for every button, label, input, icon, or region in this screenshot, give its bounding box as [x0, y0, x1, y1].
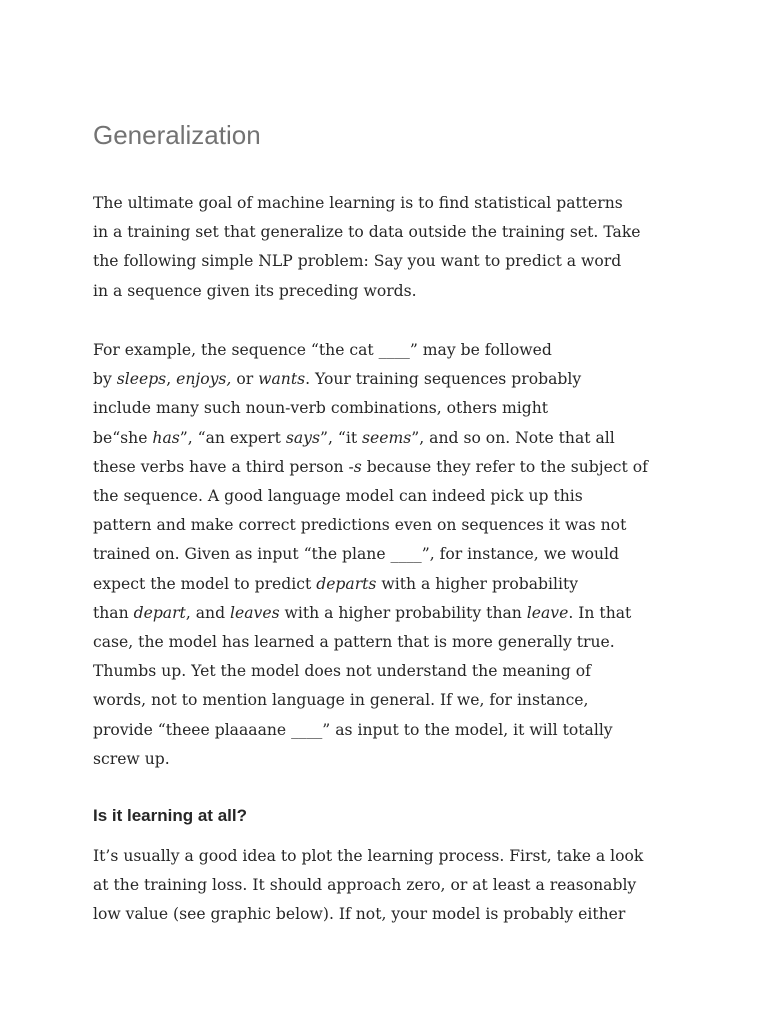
emphasis-enjoys: enjoys,	[176, 370, 232, 389]
paragraph-line: pattern and make correct predictions even on sequences it was not	[93, 516, 627, 535]
text-run: . In that	[568, 603, 632, 622]
paragraph-line: include many such noun-verb combinations, others might	[93, 399, 549, 418]
emphasis-wants: wants	[258, 370, 306, 389]
paragraph-line: words, not to mention language in general. If we, for instance,	[93, 691, 589, 710]
paragraph-line: Thumbs up. Yet the model does not understand the meaning of	[93, 662, 591, 681]
emphasis-leaves: leaves	[230, 603, 280, 622]
text-run: ”, and so on. Note that all	[411, 428, 615, 447]
emphasis-depart: depart	[133, 603, 186, 622]
paragraph-line	[93, 599, 648, 628]
text-run: by	[93, 370, 117, 389]
paragraph-intro	[93, 189, 641, 306]
emphasis-leave: leave	[526, 603, 569, 622]
paragraph-line: in a training set that generalize to data outside the training set. Take	[93, 223, 641, 242]
paragraph-line: The ultimate goal of machine learning is to find statistical patterns	[93, 194, 623, 212]
paragraph-line	[93, 365, 648, 394]
emphasis-departs: departs	[316, 574, 377, 593]
text-run: be“she	[93, 428, 153, 447]
article-title: Generalization	[93, 120, 261, 150]
paragraph-line: the sequence. A good language model can indeed pick up this	[93, 487, 583, 506]
paragraph-example	[93, 336, 648, 774]
paragraph-line: at the training loss. It should approach zero, or at least a reasonably	[93, 876, 637, 895]
emphasis-s: s	[353, 457, 362, 476]
paragraph-line: trained on. Given as input “the plane ____”, for instance, we would	[93, 545, 619, 564]
text-run: with a higher probability than	[279, 603, 527, 622]
text-run: than	[93, 603, 134, 622]
text-run: these verbs have a third person -	[93, 457, 354, 476]
text-run: . Your training sequences probably	[305, 370, 582, 389]
paragraph-line: case, the model has learned a pattern that is more generally true.	[93, 633, 615, 652]
section-subheading: Is it learning at all?	[93, 806, 247, 825]
paragraph-line: For example, the sequence “the cat ____” may be followed	[93, 341, 552, 359]
paragraph-line: the following simple NLP problem: Say you want to predict a word	[93, 252, 622, 271]
text-run: with a higher probability	[376, 574, 579, 593]
emphasis-seems: seems	[362, 428, 412, 447]
emphasis-has: has	[152, 428, 180, 447]
paragraph-line: in a sequence given its preceding words.	[93, 281, 417, 300]
text-run: ,	[166, 370, 177, 389]
paragraph-line	[93, 424, 648, 453]
emphasis-sleeps: sleeps	[116, 370, 167, 389]
text-run: , and	[185, 603, 231, 622]
text-run: ”, “an expert	[179, 428, 286, 447]
paragraph-line	[93, 570, 648, 599]
text-run: expect the model to predict	[93, 574, 317, 593]
text-run: because they refer to the subject of	[361, 457, 648, 476]
paragraph-line: It’s usually a good idea to plot the learning process. First, take a look	[93, 847, 644, 865]
text-run: or	[231, 370, 259, 389]
paragraph-learning	[93, 842, 643, 930]
paragraph-line: provide “theee plaaaane ____” as input to the model, it will totally	[93, 720, 613, 739]
paragraph-line: low value (see graphic below). If not, your model is probably either	[93, 905, 626, 924]
paragraph-line: screw up.	[93, 749, 170, 768]
emphasis-says: says	[285, 428, 320, 447]
paragraph-line	[93, 453, 648, 482]
text-run: ”, “it	[319, 428, 363, 447]
